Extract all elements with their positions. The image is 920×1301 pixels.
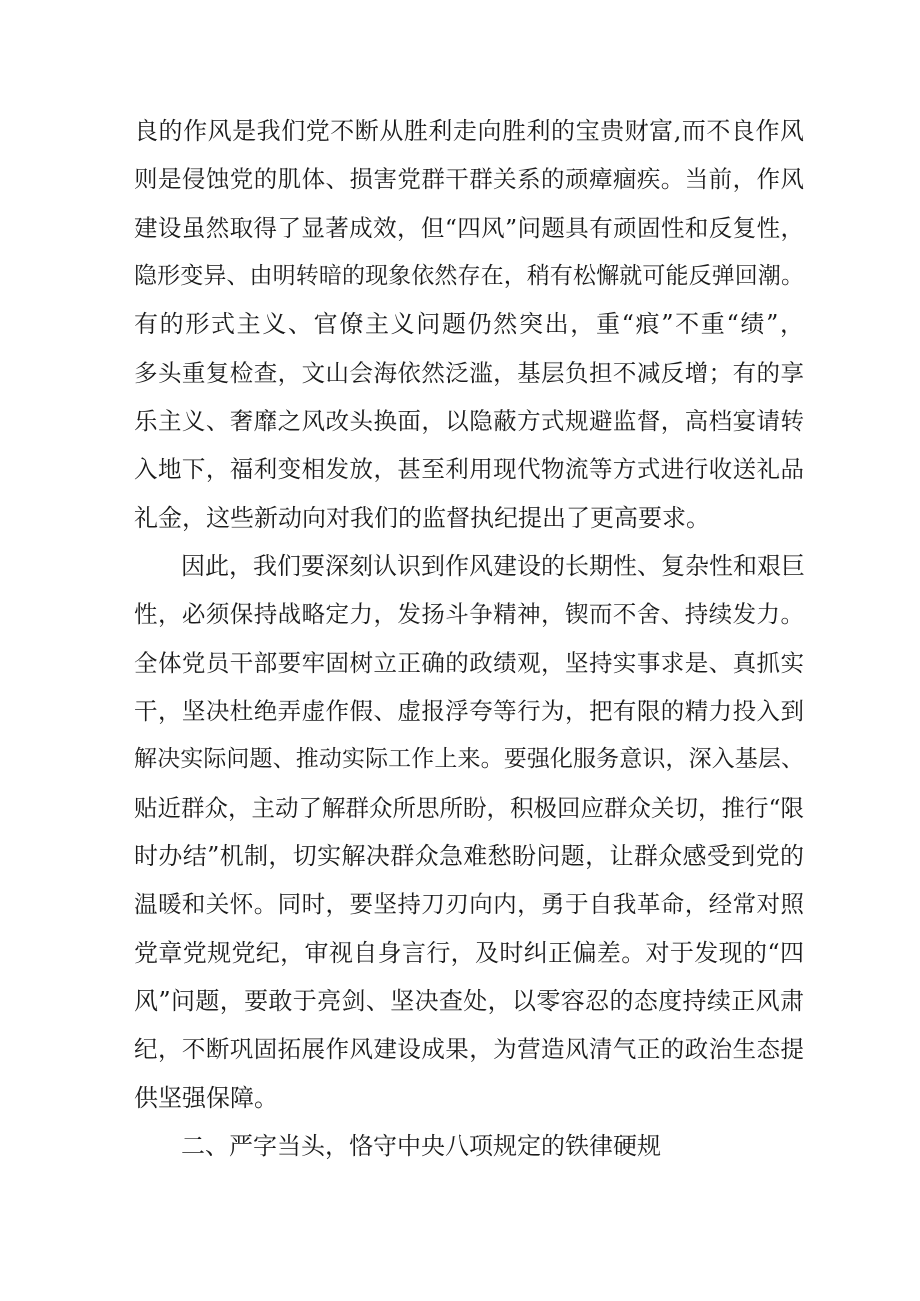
paragraph-1-line-7: 乐主义、奢靡之风改头换面，以隐蔽方式规避监督，高档宴请转 <box>134 407 804 435</box>
paragraph-2-line-9: 党章党规党纪，审视自身言行，及时纠正偏差。对于发现的“四 <box>134 939 804 967</box>
paragraph-2-line-8: 温暖和关怀。同时，要坚持刀刃向内，勇于自我革命，经常对照 <box>134 890 804 918</box>
paragraph-2-line-3: 全体党员干部要牢固树立正确的政绩观，坚持实事求是、真抓实 <box>134 649 804 677</box>
paragraph-2-line-4: 干，坚决杜绝弄虚作假、虚报浮夸等行为，把有限的精力投入到 <box>134 697 804 725</box>
paragraph-2-line-1: 因此，我们要深刻认识到作风建设的长期性、复杂性和艰巨 <box>181 552 805 580</box>
paragraph-2-line-5: 解决实际问题、推动实际工作上来。要强化服务意识，深入基层、 <box>134 746 804 772</box>
paragraph-1-line-3: 建设虽然取得了显著成效，但“四风”问题具有顽固性和反复性， <box>134 214 804 242</box>
paragraph-1-line-6: 多头重复检查，文山会海依然泛滥，基层负担不减反增；有的享 <box>134 359 804 387</box>
paragraph-2-line-7: 时办结”机制，切实解决群众急难愁盼问题，让群众感受到党的 <box>134 842 804 870</box>
section-heading: 二、严字当头，恪守中央八项规定的铁律硬规 <box>181 1132 661 1160</box>
paragraph-2-line-6: 贴近群众，主动了解群众所思所盼，积极回应群众关切，推行“限 <box>134 794 805 822</box>
paragraph-2-line-11: 纪，不断巩固拓展作风建设成果，为营造风清气正的政治生态提 <box>134 1035 804 1063</box>
paragraph-1-line-9: 礼金，这些新动向对我们的监督执纪提出了更高要求。 <box>134 504 710 532</box>
paragraph-1-line-2: 则是侵蚀党的肌体、损害党群干群关系的顽瘴痼疾。当前，作风 <box>134 165 804 193</box>
paragraph-2-line-2: 性，必须保持战略定力，发扬斗争精神，锲而不舍、持续发力。 <box>134 600 804 628</box>
paragraph-2-line-12: 供坚强保障。 <box>134 1084 278 1112</box>
paragraph-1-line-8: 入地下，福利变相发放，甚至利用现代物流等方式进行收送礼品 <box>134 455 804 483</box>
paragraph-1-line-5: 有的形式主义、官僚主义问题仍然突出，重“痕”不重“绩”， <box>134 310 804 338</box>
paragraph-2-line-10: 风”问题，要敢于亮剑、坚决查处，以零容忍的态度持续正风肃 <box>134 987 804 1015</box>
paragraph-1-line-4: 隐形变异、由明转暗的现象依然存在，稍有松懈就可能反弹回潮。 <box>134 263 804 289</box>
paragraph-1-line-1: 良的作风是我们党不断从胜利走向胜利的宝贵财富,而不良作风 <box>134 117 804 145</box>
